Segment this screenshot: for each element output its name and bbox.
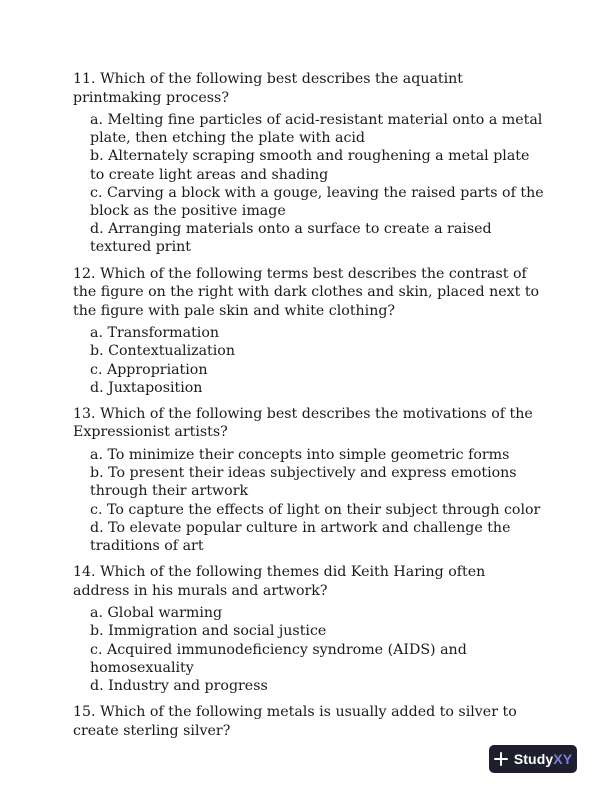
plus-icon: [493, 751, 509, 767]
brand-accent: XY: [553, 751, 573, 767]
option-a: a. Global warming: [90, 605, 223, 622]
question-text: 12. Which of the following terms best describes the contrast of the figure on the right with dark clothes and skin, placed next to the figure with pale skin and white clothing?: [73, 265, 540, 319]
option-d: d. Arranging materials onto a surface to create a raised textured print: [90, 221, 492, 256]
answer-options: [73, 604, 545, 695]
brand-name: [514, 751, 572, 767]
option-d: d. Juxtaposition: [90, 379, 203, 396]
question-text: 14. Which of the following themes did Keith Haring often address in his murals and artwork?: [73, 564, 486, 599]
option-b: b. Contextualization: [90, 343, 235, 360]
question-text: 15. Which of the following metals is usually added to silver to create sterling silver?: [73, 704, 517, 739]
answer-options: [73, 324, 545, 397]
studyxy-badge[interactable]: [489, 745, 577, 773]
option-d: d. Industry and progress: [90, 677, 268, 694]
question-12: [73, 265, 545, 397]
option-a: a. Transformation: [90, 325, 220, 342]
question-text: 13. Which of the following best describes the motivations of the Expressionist artists?: [73, 405, 533, 441]
question-15: [73, 703, 545, 740]
answer-options: [73, 446, 545, 555]
option-c: c. Appropriation: [90, 361, 208, 378]
answer-options: [73, 111, 545, 257]
question-14: [73, 563, 545, 695]
option-c: c. Carving a block with a gouge, leaving the raised parts of the block as the positive image: [90, 184, 544, 220]
question-11: [73, 70, 545, 257]
question-text: 11. Which of the following best describes the aquatint printmaking process?: [73, 71, 464, 106]
option-c: c. Acquired immunodeficiency syndrome (AIDS) and homosexuality: [90, 641, 467, 676]
option-a: a. Melting fine particles of acid-resistant material onto a metal plate, then etching the plate with acid: [90, 112, 543, 147]
option-d: d. To elevate popular culture in artwork and challenge the traditions of art: [90, 519, 511, 554]
option-c: c. To capture the effects of light on their subject through color: [90, 501, 541, 518]
brand-main: Study: [513, 751, 554, 767]
option-b: b. To present their ideas subjectively and express emotions through their artwork: [90, 465, 517, 500]
option-b: b. Immigration and social justice: [90, 623, 327, 640]
option-b: b. Alternately scraping smooth and roughening a metal plate to create light areas and shading: [90, 148, 530, 183]
question-13: [73, 405, 545, 555]
option-a: a. To minimize their concepts into simple geometric forms: [90, 446, 510, 463]
question-list: [73, 70, 545, 748]
